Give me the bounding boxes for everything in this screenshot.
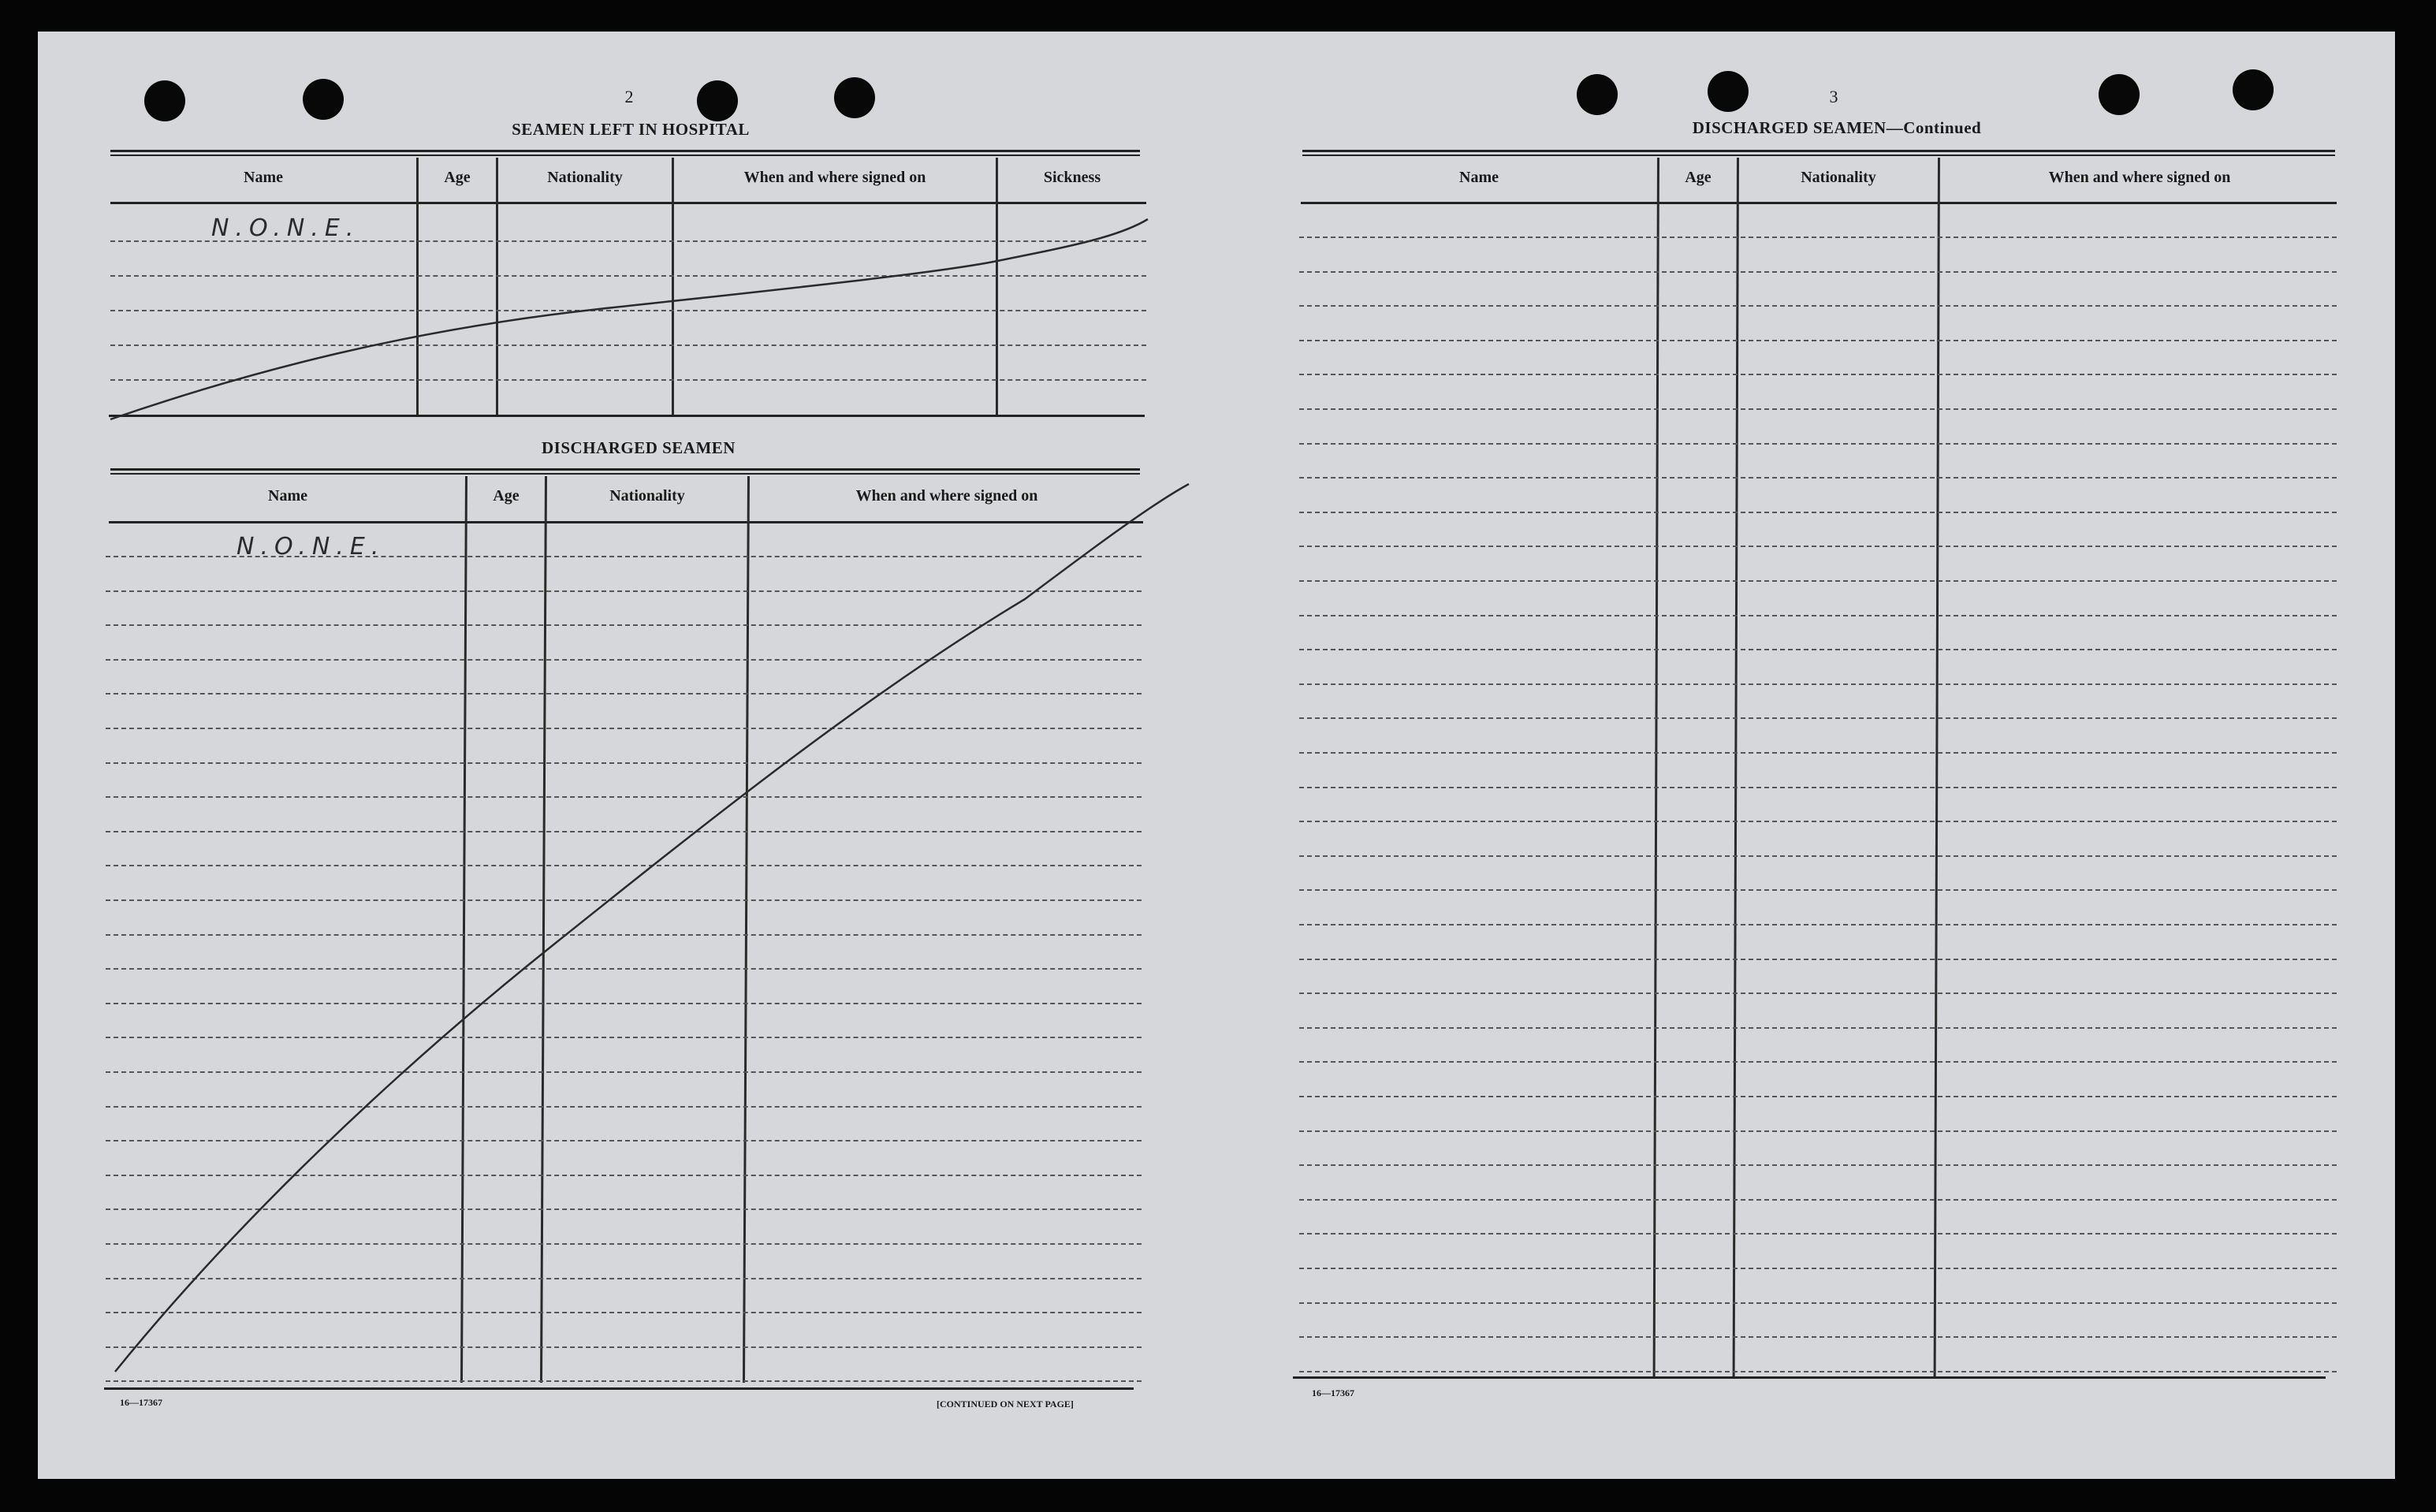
right-col-name: Name xyxy=(1459,169,1499,186)
right-section-title-suffix: —Continued xyxy=(1886,118,1982,137)
hospital-col-name: Name xyxy=(244,169,283,186)
right-section-title-main: DISCHARGED SEAMEN xyxy=(1692,118,1887,137)
discharged-section-title: DISCHARGED SEAMEN xyxy=(542,438,736,457)
discharged-none-entry: N.O.N.E. xyxy=(237,533,386,560)
hospital-col-signed-on: When and where signed on xyxy=(743,169,926,186)
right-page-number: 3 xyxy=(1829,87,1838,106)
discharged-col-signed-on: When and where signed on xyxy=(855,487,1038,505)
hospital-none-entry: N.O.N.E. xyxy=(211,214,360,242)
discharged-col-age: Age xyxy=(493,487,520,505)
discharged-cancel-stroke xyxy=(115,484,1189,1372)
left-form-number: 16—17367 xyxy=(120,1397,162,1408)
discharged-col-nationality: Nationality xyxy=(609,487,685,505)
hospital-col-nationality: Nationality xyxy=(547,169,623,186)
continued-note: [CONTINUED ON NEXT PAGE] xyxy=(937,1398,1074,1410)
right-col-signed-on: When and where signed on xyxy=(2048,169,2231,186)
right-form-number: 16—17367 xyxy=(1312,1387,1354,1398)
hospital-col-age: Age xyxy=(444,169,471,186)
hospital-cancel-stroke xyxy=(110,219,1148,419)
right-col-nationality: Nationality xyxy=(1801,169,1876,186)
right-col-age: Age xyxy=(1685,169,1712,186)
discharged-col-name: Name xyxy=(268,487,307,505)
left-page-number: 2 xyxy=(624,87,634,106)
hospital-col-sickness: Sickness xyxy=(1043,169,1101,186)
hospital-section-title: SEAMEN LEFT IN HOSPITAL xyxy=(512,120,750,139)
